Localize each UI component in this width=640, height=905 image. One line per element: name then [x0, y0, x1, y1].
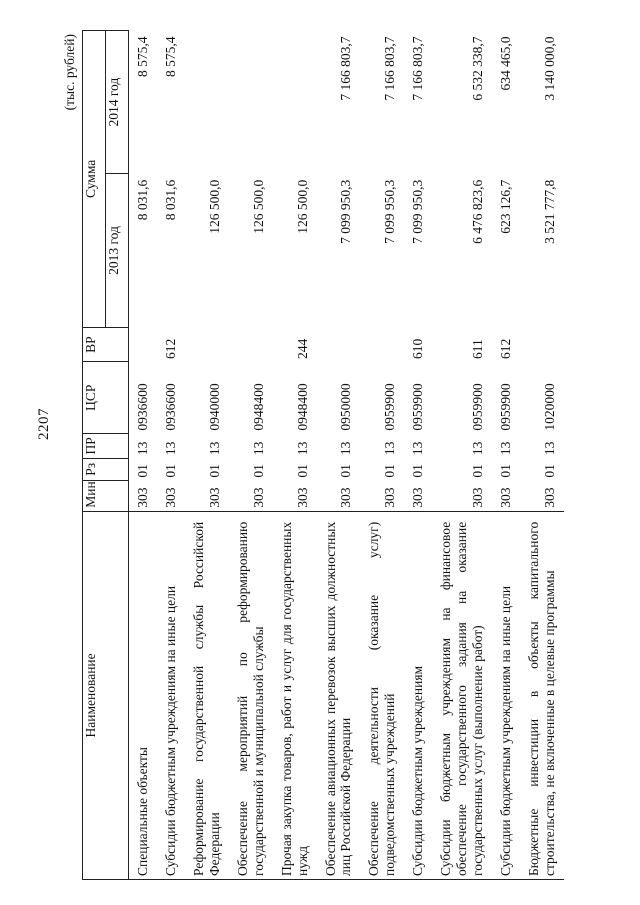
page-number: 2207	[36, 408, 52, 440]
row-csr: 0940000	[206, 383, 222, 431]
row-pr: 13	[469, 441, 485, 456]
row-name: Обеспечение авиационных перевозок высших должностных лиц Российской Федерации	[317, 511, 361, 879]
row-min: 303	[410, 487, 426, 508]
row-min: 303	[541, 487, 557, 508]
row-pr: 13	[135, 441, 150, 456]
row-min: 303	[294, 487, 310, 508]
budget-table	[82, 30, 564, 880]
row-pr: 13	[338, 441, 354, 456]
row-rz: 01	[469, 464, 485, 478]
row-name: Прочая закупка товаров, работ и услуг для государственных нужд	[273, 511, 317, 879]
row-csr: 0959900	[382, 383, 398, 431]
header-name: Наименование	[83, 511, 129, 879]
row-amount-2013: 7 099 950,3	[382, 179, 398, 244]
table-row	[520, 31, 564, 880]
row-csr: 0948400	[250, 383, 266, 431]
row-amount-2013: 623 126,7	[497, 179, 513, 234]
row-amount-2014: 3 140 000,0	[541, 36, 557, 101]
row-pr: 13	[497, 441, 513, 456]
row-rz: 01	[206, 464, 222, 478]
row-csr: 0959900	[469, 383, 485, 431]
row-rz: 01	[294, 464, 310, 478]
header-vr: ВР	[83, 327, 129, 362]
table-row	[492, 31, 520, 880]
row-min: 303	[469, 487, 485, 508]
header-pr: ПР	[83, 434, 129, 459]
row-vr: 610	[410, 338, 426, 359]
header-2013: 2013 год	[106, 174, 129, 327]
header-rz: Рз	[83, 458, 129, 481]
table-body	[129, 31, 564, 880]
row-amount-2013: 3 521 777,8	[541, 179, 557, 244]
row-csr: 0948400	[294, 383, 310, 431]
row-amount-2014: 7 166 803,7	[410, 36, 426, 101]
row-vr	[360, 327, 404, 362]
row-amount-2013: 7 099 950,3	[338, 179, 354, 244]
row-vr: 611	[469, 339, 485, 359]
table-row	[360, 31, 404, 880]
row-amount-2013: 126 500,0	[250, 179, 266, 234]
row-pr: 13	[163, 441, 178, 456]
row-rz: 01	[250, 464, 266, 478]
row-amount-2014: 6 532 338,7	[469, 36, 485, 101]
row-vr	[185, 327, 229, 362]
row-name: Специальные объекты	[129, 511, 158, 879]
header-2014: 2014 год	[106, 31, 129, 174]
row-name: Реформирование государственной службы Российской Федерации	[185, 511, 229, 879]
row-min: 303	[497, 487, 513, 508]
row-name: Субсидии бюджетным учреждениям	[404, 511, 432, 879]
row-rz: 01	[135, 464, 150, 478]
row-name: Субсидии бюджетным учреждениям на финансовое обеспечение государственного задания на оказание государственных услуг (выполнение работ)	[432, 511, 492, 879]
row-name: Бюджетные инвестиции в объекты капитального строительства, не включенные в целевые программы	[520, 511, 564, 879]
row-csr: 0959900	[410, 383, 426, 431]
row-min: 303	[250, 487, 266, 508]
row-pr: 13	[206, 441, 222, 456]
row-vr	[520, 327, 564, 362]
row-amount-2013: 8 031,6	[135, 179, 150, 221]
table-row	[404, 31, 432, 880]
row-vr: 244	[294, 338, 310, 359]
row-vr	[129, 327, 158, 362]
row-amount-2013: 7 099 950,3	[410, 179, 426, 244]
row-pr: 13	[410, 441, 426, 456]
row-name: Обеспечение мероприятий по реформированию государственной и муниципальной службы	[229, 511, 273, 879]
row-amount-2013: 8 031,6	[163, 179, 178, 221]
row-min: 303	[382, 487, 398, 508]
row-amount-2014: 8 575,4	[163, 36, 178, 77]
table-row	[229, 31, 273, 880]
row-vr	[229, 327, 273, 362]
row-min: 303	[338, 487, 354, 508]
row-name: Субсидии бюджетным учреждениям на иные цели	[492, 511, 520, 879]
row-csr: 0936600	[135, 383, 150, 431]
row-amount-2014	[273, 31, 317, 174]
row-vr	[317, 327, 361, 362]
row-rz: 01	[163, 464, 178, 478]
row-rz: 01	[541, 464, 557, 478]
row-amount-2013: 126 500,0	[294, 179, 310, 234]
row-amount-2014: 8 575,4	[135, 36, 150, 77]
row-amount-2014: 7 166 803,7	[338, 36, 354, 101]
row-min: 303	[163, 487, 178, 508]
row-rz: 01	[382, 464, 398, 478]
row-pr: 13	[541, 441, 557, 456]
units-note: (тыс. рублей)	[62, 34, 77, 111]
row-name: Субсидии бюджетным учреждениям на иные цели	[157, 511, 185, 879]
row-amount-2013: 126 500,0	[206, 179, 222, 234]
row-vr: 612	[163, 338, 178, 359]
row-amount-2013: 6 476 823,6	[469, 179, 485, 244]
row-pr: 13	[250, 441, 266, 456]
table-row	[317, 31, 361, 880]
row-amount-2014: 7 166 803,7	[382, 36, 398, 101]
table-row	[157, 31, 185, 880]
row-pr: 13	[382, 441, 398, 456]
row-rz: 01	[338, 464, 354, 478]
header-csr: ЦСР	[83, 362, 129, 434]
row-amount-2014	[185, 31, 229, 174]
header-sum: Сумма	[83, 31, 106, 328]
row-pr: 13	[294, 441, 310, 456]
header-min: Мин	[83, 481, 129, 512]
row-name: Обеспечение деятельности (оказание услуг) подведомственных учреждений	[360, 511, 404, 879]
row-min: 303	[135, 487, 150, 508]
table-row	[273, 31, 317, 880]
table-row	[129, 31, 158, 880]
budget-table-document	[62, 30, 622, 880]
row-csr: 1020000	[541, 383, 557, 431]
row-amount-2014: 634 465,0	[497, 36, 513, 91]
row-csr: 0950000	[338, 383, 354, 431]
row-csr: 0936600	[163, 383, 178, 431]
table-row	[185, 31, 229, 880]
row-rz: 01	[410, 464, 426, 478]
row-vr: 612	[497, 338, 513, 359]
row-min: 303	[206, 487, 222, 508]
row-csr: 0959900	[497, 383, 513, 431]
row-amount-2014	[229, 31, 273, 174]
table-row	[432, 31, 492, 880]
row-rz: 01	[497, 464, 513, 478]
